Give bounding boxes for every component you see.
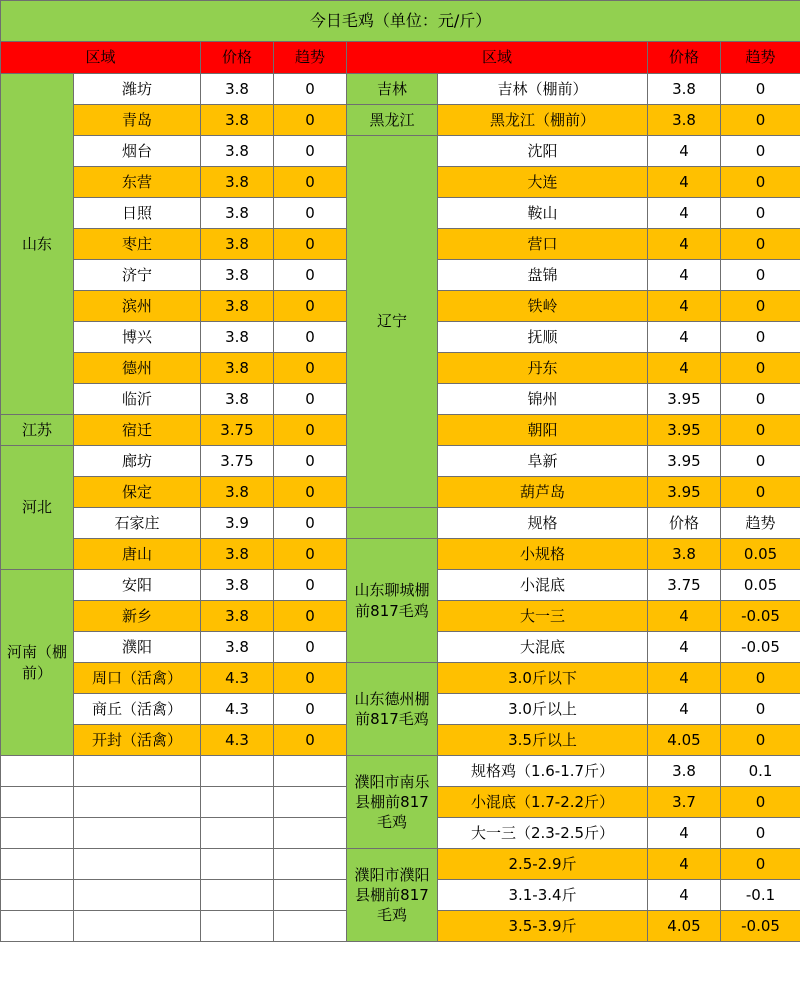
left-price-cell: 3.8 xyxy=(201,136,274,167)
right-trend-cell: 0 xyxy=(721,105,800,136)
right-trend-cell: 0.1 xyxy=(721,756,800,787)
left-group-label: 江苏 xyxy=(1,415,74,446)
left-place-cell: 枣庄 xyxy=(74,229,201,260)
header-left-region: 区域 xyxy=(1,42,201,74)
left-empty-cell xyxy=(1,911,74,942)
left-place-cell: 石家庄 xyxy=(74,508,201,539)
left-price-cell: 3.75 xyxy=(201,446,274,477)
header-right-price: 价格 xyxy=(648,42,721,74)
left-empty-cell xyxy=(274,756,347,787)
right-place-cell: 沈阳 xyxy=(438,136,648,167)
right-place-cell: 朝阳 xyxy=(438,415,648,446)
left-place-cell: 潍坊 xyxy=(74,74,201,105)
right-trend-cell: 0 xyxy=(721,291,800,322)
right-trend-cell: 趋势 xyxy=(721,508,800,539)
right-price-cell: 4 xyxy=(648,260,721,291)
right-price-cell: 4 xyxy=(648,167,721,198)
left-price-cell: 3.8 xyxy=(201,229,274,260)
left-place-cell: 开封（活禽） xyxy=(74,725,201,756)
left-price-cell: 3.75 xyxy=(201,415,274,446)
right-place-cell: 大一三（2.3-2.5斤） xyxy=(438,818,648,849)
price-table-body xyxy=(1,1,800,942)
right-place-cell: 阜新 xyxy=(438,446,648,477)
right-place-cell: 小规格 xyxy=(438,539,648,570)
header-left-price: 价格 xyxy=(201,42,274,74)
left-place-cell: 周口（活禽） xyxy=(74,663,201,694)
left-place-cell: 宿迁 xyxy=(74,415,201,446)
left-empty-cell xyxy=(74,849,201,880)
left-empty-cell xyxy=(74,818,201,849)
right-trend-cell: 0 xyxy=(721,849,800,880)
right-place-cell: 小混底 xyxy=(438,570,648,601)
right-place-cell: 3.0斤以上 xyxy=(438,694,648,725)
left-place-cell: 济宁 xyxy=(74,260,201,291)
header-right-trend: 趋势 xyxy=(721,42,800,74)
left-trend-cell: 0 xyxy=(274,353,347,384)
header-left-trend: 趋势 xyxy=(274,42,347,74)
right-place-cell: 吉林（棚前） xyxy=(438,74,648,105)
right-price-cell: 4 xyxy=(648,601,721,632)
left-price-cell: 4.3 xyxy=(201,725,274,756)
left-empty-cell xyxy=(274,818,347,849)
right-price-cell: 4 xyxy=(648,136,721,167)
right-price-cell: 4 xyxy=(648,818,721,849)
left-empty-cell xyxy=(274,880,347,911)
left-price-cell: 3.8 xyxy=(201,74,274,105)
left-place-cell: 烟台 xyxy=(74,136,201,167)
table-row xyxy=(1,508,800,539)
right-place-cell: 3.0斤以下 xyxy=(438,663,648,694)
right-group-label: 黑龙江 xyxy=(347,105,438,136)
right-price-cell: 3.75 xyxy=(648,570,721,601)
left-place-cell: 保定 xyxy=(74,477,201,508)
table-row xyxy=(1,136,800,167)
left-trend-cell: 0 xyxy=(274,632,347,663)
right-place-cell: 黑龙江（棚前） xyxy=(438,105,648,136)
right-price-cell: 3.95 xyxy=(648,384,721,415)
left-price-cell: 3.8 xyxy=(201,384,274,415)
left-empty-cell xyxy=(201,756,274,787)
left-place-cell: 商丘（活禽） xyxy=(74,694,201,725)
table-row xyxy=(1,74,800,105)
right-trend-cell: 0.05 xyxy=(721,539,800,570)
left-price-cell: 3.8 xyxy=(201,570,274,601)
left-empty-cell xyxy=(274,849,347,880)
right-price-cell: 3.7 xyxy=(648,787,721,818)
right-place-cell: 3.5-3.9斤 xyxy=(438,911,648,942)
left-trend-cell: 0 xyxy=(274,601,347,632)
right-price-cell: 4 xyxy=(648,322,721,353)
right-place-cell: 3.5斤以上 xyxy=(438,725,648,756)
right-place-cell: 规格 xyxy=(438,508,648,539)
left-empty-cell xyxy=(1,849,74,880)
left-place-cell: 日照 xyxy=(74,198,201,229)
right-trend-cell: 0 xyxy=(721,384,800,415)
left-group-label: 河南（棚前） xyxy=(1,570,74,756)
right-price-cell: 4 xyxy=(648,353,721,384)
right-trend-cell: 0 xyxy=(721,260,800,291)
left-place-cell: 滨州 xyxy=(74,291,201,322)
left-trend-cell: 0 xyxy=(274,663,347,694)
right-trend-cell: 0 xyxy=(721,353,800,384)
right-trend-cell: 0 xyxy=(721,663,800,694)
right-place-cell: 大连 xyxy=(438,167,648,198)
left-place-cell: 安阳 xyxy=(74,570,201,601)
right-trend-cell: 0 xyxy=(721,725,800,756)
left-price-cell: 4.3 xyxy=(201,694,274,725)
left-place-cell: 临沂 xyxy=(74,384,201,415)
right-price-cell: 4 xyxy=(648,632,721,663)
right-price-cell: 4 xyxy=(648,663,721,694)
right-trend-cell: -0.05 xyxy=(721,601,800,632)
left-trend-cell: 0 xyxy=(274,105,347,136)
left-trend-cell: 0 xyxy=(274,322,347,353)
right-price-cell: 4 xyxy=(648,880,721,911)
left-trend-cell: 0 xyxy=(274,415,347,446)
left-price-cell: 3.9 xyxy=(201,508,274,539)
right-trend-cell: 0 xyxy=(721,136,800,167)
table-title: 今日毛鸡（单位：元/斤） xyxy=(1,1,800,42)
left-empty-cell xyxy=(201,787,274,818)
left-trend-cell: 0 xyxy=(274,539,347,570)
left-trend-cell: 0 xyxy=(274,229,347,260)
left-empty-cell xyxy=(1,756,74,787)
left-trend-cell: 0 xyxy=(274,74,347,105)
left-price-cell: 3.8 xyxy=(201,260,274,291)
left-empty-cell xyxy=(201,818,274,849)
right-price-cell: 4.05 xyxy=(648,911,721,942)
left-place-cell: 德州 xyxy=(74,353,201,384)
left-empty-cell xyxy=(74,880,201,911)
right-trend-cell: 0 xyxy=(721,818,800,849)
right-place-cell: 铁岭 xyxy=(438,291,648,322)
right-place-cell: 大混底 xyxy=(438,632,648,663)
right-group-label: 山东德州棚前817毛鸡 xyxy=(347,663,438,756)
right-place-cell: 鞍山 xyxy=(438,198,648,229)
left-price-cell: 3.8 xyxy=(201,477,274,508)
right-price-cell: 4 xyxy=(648,198,721,229)
left-price-cell: 3.8 xyxy=(201,353,274,384)
right-group-label xyxy=(347,508,438,539)
left-empty-cell xyxy=(1,787,74,818)
right-price-cell: 4 xyxy=(648,229,721,260)
left-trend-cell: 0 xyxy=(274,477,347,508)
table-row xyxy=(1,105,800,136)
left-trend-cell: 0 xyxy=(274,725,347,756)
right-place-cell: 抚顺 xyxy=(438,322,648,353)
right-price-cell: 3.95 xyxy=(648,415,721,446)
right-place-cell: 3.1-3.4斤 xyxy=(438,880,648,911)
right-trend-cell: 0 xyxy=(721,229,800,260)
right-price-cell: 3.95 xyxy=(648,446,721,477)
right-group-label: 濮阳市濮阳县棚前817毛鸡 xyxy=(347,849,438,942)
right-place-cell: 大一三 xyxy=(438,601,648,632)
right-trend-cell: 0 xyxy=(721,74,800,105)
left-trend-cell: 0 xyxy=(274,508,347,539)
right-place-cell: 营口 xyxy=(438,229,648,260)
left-trend-cell: 0 xyxy=(274,167,347,198)
left-empty-cell xyxy=(274,911,347,942)
left-price-cell: 3.8 xyxy=(201,601,274,632)
left-trend-cell: 0 xyxy=(274,198,347,229)
left-price-cell: 3.8 xyxy=(201,539,274,570)
left-price-cell: 3.8 xyxy=(201,105,274,136)
table-row xyxy=(1,849,800,880)
right-trend-cell: -0.05 xyxy=(721,632,800,663)
left-empty-cell xyxy=(74,911,201,942)
right-trend-cell: 0 xyxy=(721,322,800,353)
left-empty-cell xyxy=(1,880,74,911)
right-group-label: 濮阳市南乐县棚前817毛鸡 xyxy=(347,756,438,849)
right-price-cell: 3.8 xyxy=(648,539,721,570)
left-price-cell: 3.8 xyxy=(201,632,274,663)
left-price-cell: 3.8 xyxy=(201,291,274,322)
left-price-cell: 3.8 xyxy=(201,198,274,229)
right-place-cell: 2.5-2.9斤 xyxy=(438,849,648,880)
right-price-cell: 3.95 xyxy=(648,477,721,508)
right-trend-cell: 0 xyxy=(721,446,800,477)
left-empty-cell xyxy=(201,880,274,911)
right-group-label: 吉林 xyxy=(347,74,438,105)
left-empty-cell xyxy=(1,818,74,849)
left-trend-cell: 0 xyxy=(274,694,347,725)
right-trend-cell: 0 xyxy=(721,198,800,229)
right-place-cell: 葫芦岛 xyxy=(438,477,648,508)
right-price-cell: 4 xyxy=(648,291,721,322)
right-price-cell: 3.8 xyxy=(648,74,721,105)
table-row xyxy=(1,756,800,787)
left-trend-cell: 0 xyxy=(274,384,347,415)
left-empty-cell xyxy=(74,756,201,787)
right-trend-cell: -0.1 xyxy=(721,880,800,911)
right-place-cell: 小混底（1.7-2.2斤） xyxy=(438,787,648,818)
right-place-cell: 丹东 xyxy=(438,353,648,384)
left-empty-cell xyxy=(274,787,347,818)
table-row xyxy=(1,663,800,694)
left-empty-cell xyxy=(201,849,274,880)
left-trend-cell: 0 xyxy=(274,260,347,291)
table-row xyxy=(1,539,800,570)
right-trend-cell: -0.05 xyxy=(721,911,800,942)
right-trend-cell: 0 xyxy=(721,477,800,508)
left-place-cell: 唐山 xyxy=(74,539,201,570)
left-price-cell: 3.8 xyxy=(201,167,274,198)
left-trend-cell: 0 xyxy=(274,446,347,477)
left-place-cell: 廊坊 xyxy=(74,446,201,477)
right-trend-cell: 0.05 xyxy=(721,570,800,601)
right-place-cell: 规格鸡（1.6-1.7斤） xyxy=(438,756,648,787)
right-price-cell: 4 xyxy=(648,694,721,725)
left-group-label: 河北 xyxy=(1,446,74,570)
header-right-region: 区域 xyxy=(347,42,648,74)
right-price-cell: 价格 xyxy=(648,508,721,539)
left-price-cell: 3.8 xyxy=(201,322,274,353)
left-place-cell: 青岛 xyxy=(74,105,201,136)
left-empty-cell xyxy=(74,787,201,818)
left-trend-cell: 0 xyxy=(274,136,347,167)
left-price-cell: 4.3 xyxy=(201,663,274,694)
right-price-cell: 3.8 xyxy=(648,756,721,787)
right-place-cell: 锦州 xyxy=(438,384,648,415)
right-trend-cell: 0 xyxy=(721,694,800,725)
right-place-cell: 盘锦 xyxy=(438,260,648,291)
left-place-cell: 濮阳 xyxy=(74,632,201,663)
left-group-label: 山东 xyxy=(1,74,74,415)
right-price-cell: 4.05 xyxy=(648,725,721,756)
right-group-label: 辽宁 xyxy=(347,136,438,508)
right-price-cell: 4 xyxy=(648,849,721,880)
right-price-cell: 3.8 xyxy=(648,105,721,136)
left-trend-cell: 0 xyxy=(274,570,347,601)
left-place-cell: 新乡 xyxy=(74,601,201,632)
right-trend-cell: 0 xyxy=(721,415,800,446)
left-place-cell: 东营 xyxy=(74,167,201,198)
right-group-label: 山东聊城棚前817毛鸡 xyxy=(347,539,438,663)
left-empty-cell xyxy=(201,911,274,942)
left-trend-cell: 0 xyxy=(274,291,347,322)
left-place-cell: 博兴 xyxy=(74,322,201,353)
right-trend-cell: 0 xyxy=(721,167,800,198)
right-trend-cell: 0 xyxy=(721,787,800,818)
